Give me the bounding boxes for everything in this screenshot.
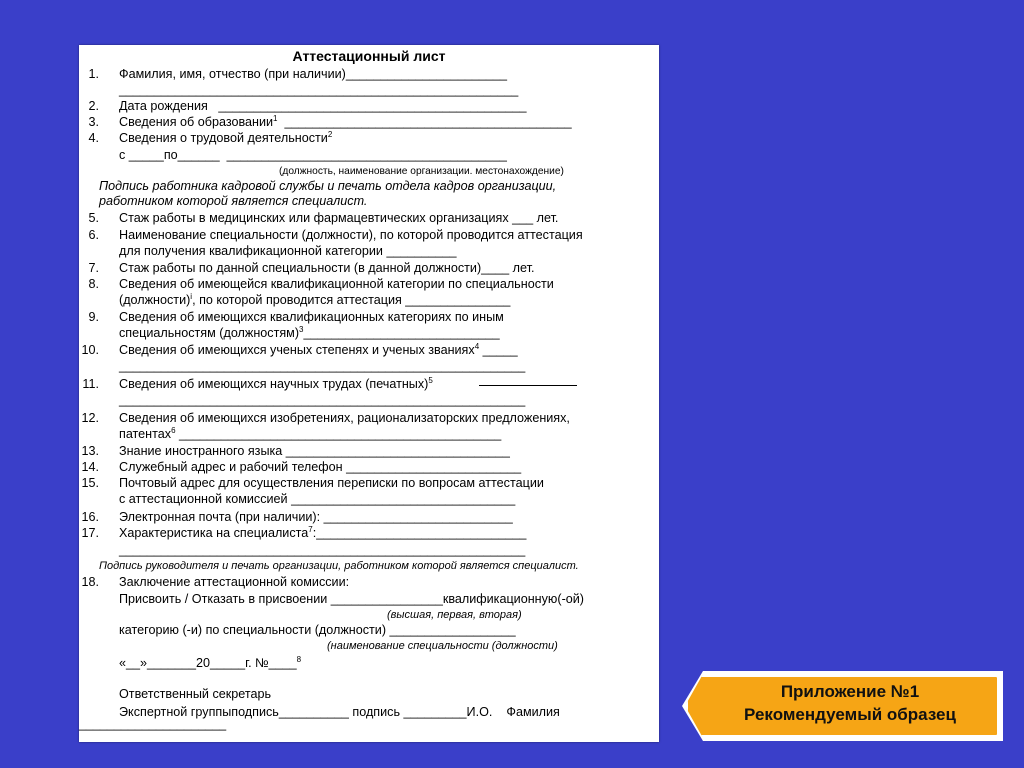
underline (479, 385, 577, 386)
badge-line1: Приложение №1 (780, 682, 920, 701)
item-number: 13. (81, 444, 99, 458)
item-number: 1. (88, 67, 99, 81)
line-category: категорию (-и) по специальности (должности) __________________ (119, 623, 516, 637)
item-number: 15. (81, 476, 99, 490)
item-number: 14. (81, 460, 99, 474)
item-number: 6. (88, 228, 99, 242)
item-number: 11. (82, 377, 99, 391)
line-assign: Присвоить / Отказать в присвоении ________________квалификационную(-ой) (119, 592, 584, 606)
hr-signature-line1: Подпись работника кадровой службы и печать отдела кадров организации, (99, 179, 557, 193)
line-email: Электронная почта (при наличии): ___________________________ (119, 510, 513, 524)
attestation-sheet (79, 45, 659, 742)
line-degrees-cont: __________________________________________________________ (119, 359, 526, 373)
item-number: 17. (81, 526, 99, 540)
line-full-name-cont: _________________________________________________________ (119, 83, 519, 97)
line-education: Сведения об образовании$^1$ _________________________________________ (119, 114, 572, 129)
note-position: (должность, наименование организации. местонахождение) (279, 166, 564, 177)
item-number: 8. (88, 277, 99, 291)
line-specialty-experience: Стаж работы по данной специальности (в данной должности)____ лет. (119, 261, 535, 275)
line-inventions: Сведения об имеющихся изобретениях, рационализаторских предложениях, (119, 411, 570, 425)
line-other-categories-cont: специальностям (должностям)$^3$____________________________ (119, 325, 500, 340)
line-full-name: Фамилия, имя, отчество (при наличии)_______________________ (119, 67, 507, 81)
badge-line2: Рекомендуемый образец (744, 705, 956, 724)
line-degrees: Сведения об имеющихся ученых степенях и ученых званиях$^4$ _____ (119, 342, 518, 357)
document-title: Аттестационный лист (292, 48, 446, 64)
line-experience: Стаж работы в медицинских или фармацевтических организациях ___ лет. (119, 211, 559, 225)
line-date-number: «__»_______20_____г. №____$^8$ (119, 655, 302, 670)
hr-signature-line2: работником которой является специалист. (99, 194, 368, 208)
line-conclusion: Заключение аттестационной комиссии: (119, 575, 350, 589)
item-number: 3. (88, 115, 99, 129)
item-number: 10. (81, 343, 99, 357)
line-specialty: Наименование специальности (должности), по которой проводится аттестация (119, 228, 583, 242)
item-number: 9. (88, 310, 99, 324)
line-language: Знание иностранного языка ________________________________ (119, 444, 510, 458)
line-publications: Сведения об имеющихся научных трудах (печатных)$^5$ (119, 376, 433, 391)
line-other-categories: Сведения об имеющихся квалификационных категориях по иным (119, 310, 504, 324)
line-secretary: Ответственный секретарь (119, 687, 272, 701)
line-characteristic: Характеристика на специалиста$^7$:______________________________ (119, 525, 527, 540)
item-number: 5. (88, 211, 99, 225)
item-number: 4. (88, 131, 99, 145)
line-inventions-cont: патентах$^6$ ______________________________________________ (119, 426, 502, 441)
badge-text (700, 680, 1000, 726)
line-specialty-cont: для получения квалификационной категории __________ (119, 244, 457, 258)
manager-signature: Подпись руководителя и печать организации, работником которой является специалист. (99, 560, 579, 572)
line-qualification: Сведения об имеющейся квалификационной категории по специальности (119, 277, 554, 291)
line-characteristic-cont: __________________________________________________________ (119, 543, 526, 557)
line-work-period: с _____по______ ________________________________________ (119, 148, 507, 162)
line-postal-address: Почтовый адрес для осуществления переписки по вопросам аттестации (119, 476, 544, 490)
line-qualification-cont: (должности)$^i$, по которой проводится аттестация _______________ (119, 292, 511, 307)
line-final-underline: _____________________ (79, 717, 227, 731)
line-work-address: Служебный адрес и рабочий телефон _________________________ (119, 460, 522, 474)
item-number: 7. (88, 261, 99, 275)
item-number: 18. (81, 575, 99, 589)
line-expert-signatures: Экспертной группыподпись__________ подпись _________И.О. Фамилия (119, 705, 560, 719)
line-work-history: Сведения о трудовой деятельности$^2$ (119, 130, 333, 145)
item-number: 16. (81, 510, 99, 524)
line-postal-address-cont: с аттестационной комиссией ________________________________ (119, 492, 516, 506)
note-specialty-name: (наименование специальности (должности) (327, 640, 558, 652)
line-birth-date: Дата рождения ____________________________________________ (119, 99, 527, 113)
note-category-level: (высшая, первая, вторая) (387, 609, 522, 621)
item-number: 12. (81, 411, 99, 425)
line-publications-cont: __________________________________________________________ (119, 393, 526, 407)
item-number: 2. (88, 99, 99, 113)
